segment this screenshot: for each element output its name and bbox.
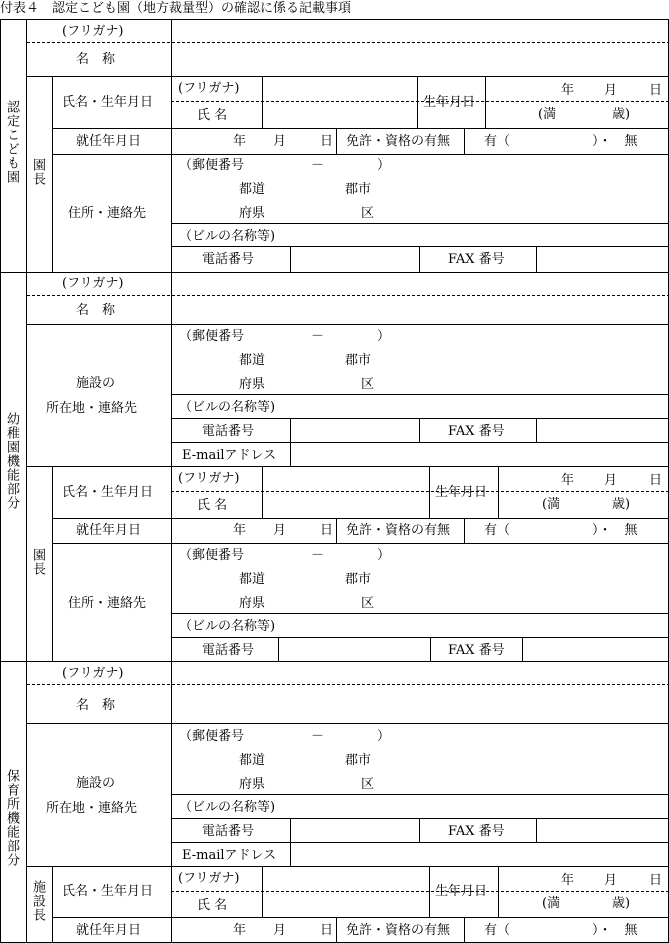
month-unit: 月	[273, 923, 287, 938]
sub-label-shisetsucho: 施設長	[30, 880, 45, 922]
license-label: 免許・資格の有無	[346, 523, 451, 538]
year-unit: 年	[233, 523, 247, 538]
city-label: 郡市	[345, 353, 372, 368]
fax-label: FAX 番号	[448, 252, 505, 267]
birthdate-label: 生年月日	[423, 95, 476, 110]
name-birth-label: 氏名・生年月日	[62, 95, 154, 110]
person-name-label: 氏 名	[197, 498, 228, 513]
name-birth-label: 氏名・生年月日	[62, 485, 154, 500]
phone-label: 電話番号	[202, 643, 255, 658]
ward-label: 区	[361, 377, 375, 392]
phone-label: 電話番号	[202, 824, 255, 839]
month-unit: 月	[604, 873, 618, 888]
facility-label-2: 所在地・連絡先	[46, 401, 138, 416]
age-close: 歳)	[612, 497, 631, 512]
age-close: 歳)	[612, 107, 631, 122]
license-label: 免許・資格の有無	[346, 923, 451, 938]
appointment-date-label: 就任年月日	[76, 134, 142, 149]
ward-label: 区	[361, 206, 375, 221]
age-open: (満	[542, 896, 561, 911]
postal-code-label: （郵便番号	[179, 158, 245, 173]
postal-dash: －	[311, 548, 325, 563]
license-no: ）・ 無	[592, 134, 638, 149]
postal-close: ）	[377, 329, 391, 344]
postal-close: ）	[377, 548, 391, 563]
facility-label-1: 施設の	[76, 776, 116, 791]
year-unit: 年	[233, 134, 247, 149]
address-contact-label: 住所・連絡先	[68, 596, 147, 611]
postal-close: ）	[377, 729, 391, 744]
month-unit: 月	[604, 473, 618, 488]
prefecture-label-1: 都道	[239, 572, 266, 587]
section-label-youchien: 幼稚園機能部分	[4, 412, 19, 510]
sub-label-encho: 園長	[30, 548, 45, 576]
sub-label-encho: 園長	[30, 158, 45, 186]
month-unit: 月	[273, 523, 287, 538]
postal-dash: －	[311, 729, 325, 744]
license-no: ）・ 無	[592, 923, 638, 938]
section-label-hoikusho: 保育所機能部分	[4, 769, 19, 867]
age-open: (満	[538, 107, 557, 122]
furigana-label: (フリガナ)	[178, 871, 240, 886]
postal-code-label: （郵便番号	[179, 729, 245, 744]
day-unit: 日	[320, 523, 334, 538]
fax-label: FAX 番号	[448, 824, 505, 839]
building-name-label: （ビルの名称等)	[179, 800, 276, 815]
furigana-label: (フリガナ)	[178, 81, 240, 96]
year-unit: 年	[561, 873, 575, 888]
name-label: 名 称	[76, 52, 116, 67]
postal-dash: －	[311, 158, 325, 173]
city-label: 郡市	[345, 182, 372, 197]
ward-label: 区	[361, 596, 375, 611]
prefecture-label-1: 都道	[239, 182, 266, 197]
prefecture-label-2: 府県	[239, 777, 266, 792]
email-label: E-mailアドレス	[182, 448, 277, 463]
year-unit: 年	[561, 473, 575, 488]
page-title: 付表４ 認定こども園（地方裁量型）の確認に係る記載事項	[0, 1, 352, 16]
city-label: 郡市	[345, 572, 372, 587]
birthdate-label: 生年月日	[435, 884, 488, 899]
furigana-label: (フリガナ)	[62, 24, 124, 39]
facility-label-2: 所在地・連絡先	[46, 801, 138, 816]
year-unit: 年	[561, 83, 575, 98]
birthdate-label: 生年月日	[435, 485, 488, 500]
month-unit: 月	[273, 134, 287, 149]
day-unit: 日	[649, 83, 663, 98]
person-name-label: 氏 名	[197, 898, 228, 913]
furigana-label: (フリガナ)	[62, 276, 124, 291]
furigana-label: (フリガナ)	[62, 666, 124, 681]
postal-close: ）	[377, 158, 391, 173]
license-yes: 有（	[484, 523, 511, 538]
month-unit: 月	[604, 83, 618, 98]
prefecture-label-1: 都道	[239, 753, 266, 768]
building-name-label: （ビルの名称等)	[179, 619, 276, 634]
building-name-label: （ビルの名称等)	[179, 229, 276, 244]
city-label: 郡市	[345, 753, 372, 768]
address-contact-label: 住所・連絡先	[68, 206, 147, 221]
email-label: E-mailアドレス	[182, 848, 277, 863]
postal-code-label: （郵便番号	[179, 548, 245, 563]
license-label: 免許・資格の有無	[346, 134, 451, 149]
name-birth-label: 氏名・生年月日	[62, 884, 154, 899]
postal-dash: －	[311, 329, 325, 344]
prefecture-label-2: 府県	[239, 206, 266, 221]
license-no: ）・ 無	[592, 523, 638, 538]
day-unit: 日	[649, 873, 663, 888]
section-label-kodomoen: 認定こども園	[4, 100, 19, 184]
prefecture-label-1: 都道	[239, 353, 266, 368]
prefecture-label-2: 府県	[239, 596, 266, 611]
day-unit: 日	[320, 134, 334, 149]
day-unit: 日	[320, 923, 334, 938]
name-label: 名 称	[76, 303, 116, 318]
postal-code-label: （郵便番号	[179, 329, 245, 344]
fax-label: FAX 番号	[448, 424, 505, 439]
furigana-label: (フリガナ)	[178, 471, 240, 486]
appointment-date-label: 就任年月日	[76, 923, 142, 938]
license-yes: 有（	[484, 134, 511, 149]
building-name-label: （ビルの名称等)	[179, 400, 276, 415]
fax-label: FAX 番号	[448, 643, 505, 658]
ward-label: 区	[361, 777, 375, 792]
appointment-date-label: 就任年月日	[76, 523, 142, 538]
phone-label: 電話番号	[202, 424, 255, 439]
day-unit: 日	[649, 473, 663, 488]
license-yes: 有（	[484, 923, 511, 938]
person-name-label: 氏 名	[197, 108, 228, 123]
name-label: 名 称	[76, 698, 116, 713]
age-open: (満	[542, 497, 561, 512]
prefecture-label-2: 府県	[239, 377, 266, 392]
age-close: 歳)	[612, 896, 631, 911]
year-unit: 年	[233, 923, 247, 938]
phone-label: 電話番号	[202, 252, 255, 267]
facility-label-1: 施設の	[76, 376, 116, 391]
